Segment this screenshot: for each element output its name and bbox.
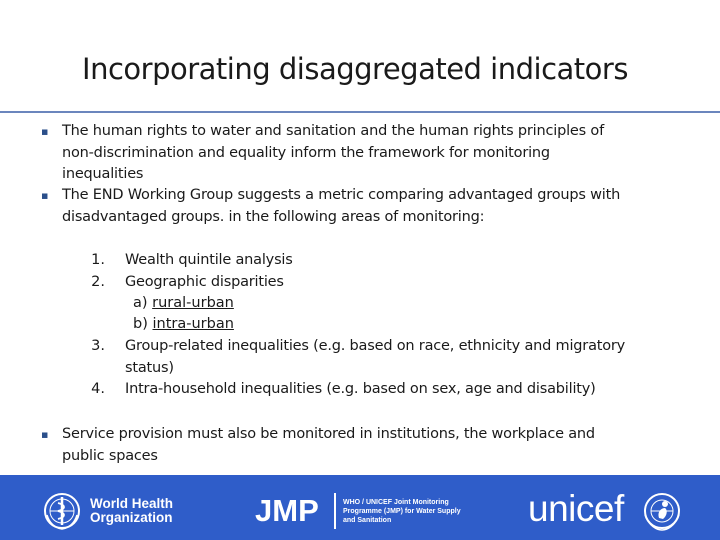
bullet-item-rights-principles xyxy=(41,121,682,186)
jmp-desc-line: WHO / UNICEF Joint Monitoring xyxy=(343,499,449,506)
bullet-line: The END Working Group suggests a metric comparing advantaged groups with xyxy=(62,187,621,203)
who-name-line: World Health xyxy=(90,496,174,511)
sub-item-link: rural-urban xyxy=(152,295,234,311)
slide-title: Incorporating disaggregated indicators xyxy=(82,52,628,86)
bullet-line: non-discrimination and equality inform the framework for monitoring xyxy=(62,144,550,161)
list-number: 1. xyxy=(91,252,105,268)
list-item-geographic: Geographic disparities xyxy=(125,274,284,290)
bullet-marker: ▪ xyxy=(41,189,49,202)
jmp-desc-line: Programme (JMP) for Water Supply xyxy=(343,508,461,515)
bullet-marker: ▪ xyxy=(41,125,49,138)
jmp-description xyxy=(343,498,461,525)
list-number: 3. xyxy=(91,338,105,354)
who-logo xyxy=(42,491,173,531)
bullet-line: The human rights to water and sanitation and the human rights principles of xyxy=(62,123,604,139)
list-item-intra-household: Intra-household inequalities (e.g. based on sex, age and disability) xyxy=(125,381,596,397)
list-item-line: Group-related inequalities (e.g. based on race, ethnicity and migratory xyxy=(125,338,626,354)
list-item-wealth-quintile: Wealth quintile analysis xyxy=(125,252,293,268)
list-item-group-related xyxy=(125,336,685,379)
jmp-desc-line: and Sanitation xyxy=(343,517,392,524)
bullet-line: Service provision must also be monitored in institutions, the workplace and xyxy=(62,426,595,442)
bullet-line: inequalities xyxy=(62,166,144,182)
sub-item-prefix: b) xyxy=(133,316,153,332)
who-name xyxy=(90,497,173,525)
unicef-wordmark: unicef xyxy=(528,488,624,529)
bullet-marker: ▪ xyxy=(41,428,49,441)
who-emblem-icon xyxy=(42,491,82,531)
sub-item-rural-urban xyxy=(133,293,234,315)
jmp-divider xyxy=(334,493,336,529)
bullet-line: disadvantaged groups. in the following areas of monitoring: xyxy=(62,208,485,225)
sub-item-link: intra-urban xyxy=(152,316,234,332)
bullet-item-end-working-group xyxy=(41,185,682,228)
title-divider xyxy=(0,111,720,113)
bullet-line: public spaces xyxy=(62,447,158,464)
sub-item-intra-urban xyxy=(133,314,234,336)
jmp-logo: JMP xyxy=(255,493,319,528)
list-number: 2. xyxy=(91,274,105,290)
list-item-line: status) xyxy=(125,359,174,376)
list-number: 4. xyxy=(91,381,105,397)
sub-item-prefix: a) xyxy=(133,295,153,311)
unicef-emblem-icon xyxy=(641,490,683,532)
bullet-item-service-provision xyxy=(41,424,682,467)
who-name-line: Organization xyxy=(90,510,173,525)
